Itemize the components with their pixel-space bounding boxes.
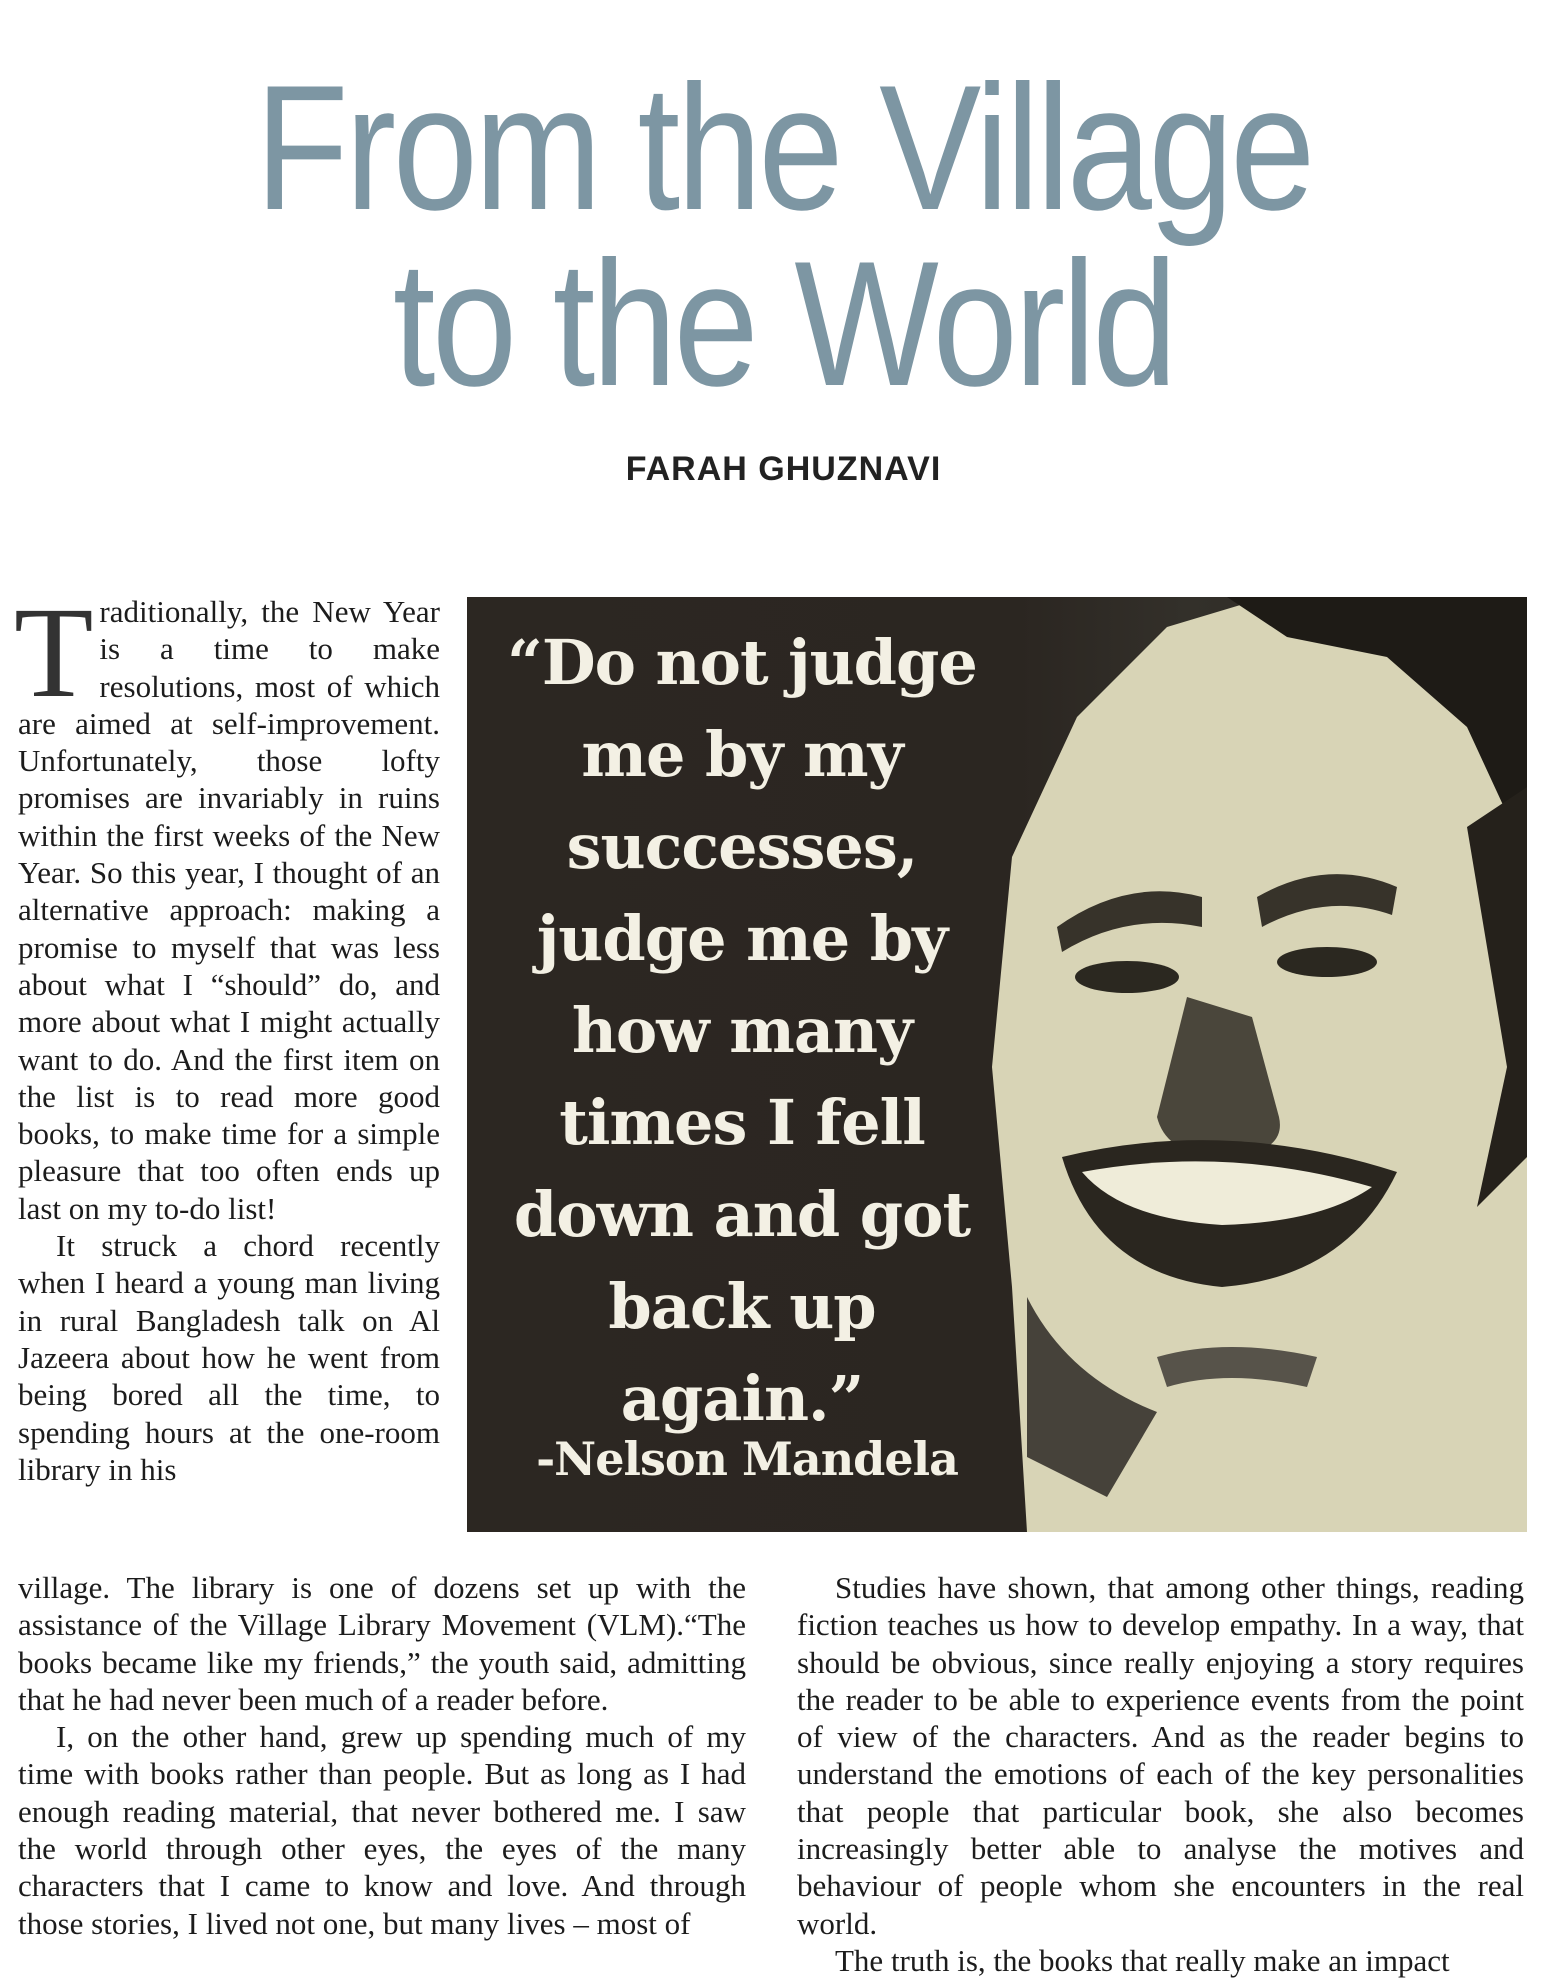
- paragraph-4: Studies have shown, that among other things, reading fiction teaches us how to develop empathy. In a way, that should be obvious, since really enjoying a story requires the reader to be able to experience events from the point of view of the characters. And as the reader begins to understand the emotions of each of the key personalities that people that particular book, she also becomes increasingly better able to analyse the motives and behaviour of people whom she encounters in the real world.: [797, 1570, 1524, 1941]
- paragraph-1: [14, 581, 440, 1227]
- paragraph-3: I, on the other hand, grew up spending much of my time with books rather than people. But as long as I had enough reading material, that never bothered me. I saw the world through other eyes, the eyes of the many characters that I came to know and love. And through those stories, I lived not one, but many lives – most of: [18, 1719, 746, 1941]
- body-column-left-bottom: [18, 1569, 746, 1942]
- quote-attribution: -Nelson Mandela: [536, 1432, 958, 1486]
- mandela-quote-image: [467, 597, 1527, 1532]
- paragraph-5: The truth is, the books that really make an impact: [835, 1942, 1450, 1978]
- headline-line-2: to the World: [392, 224, 1175, 423]
- drop-cap: T: [14, 581, 94, 725]
- byline: FARAH GHUZNAVI: [625, 450, 942, 488]
- paragraph-2-end: village. The library is one of dozens set up with the assistance of the Village Library Movement (VLM).“The books became like my friends,” the youth said, admitting that he had never been much of a reader before.: [18, 1570, 746, 1717]
- headline: [110, 48, 1458, 423]
- quote-text: “Do not judge me by my successes, judge me by how many times I fell down and got back up again.”: [507, 626, 977, 1435]
- headline-line-1: From the Village: [255, 48, 1312, 247]
- paragraph-2-start: It struck a chord recently when I heard a young man living in rural Bangladesh talk on Al Jazeera about how he went from being bored all the time, to spending hours at the one-room library in his: [18, 1228, 440, 1487]
- body-column-right: [797, 1569, 1524, 1979]
- paragraph-1-text: raditionally, the New Year is a time to make resolutions, most of which are aimed at self-improvement. Unfortunately, those lofty promises are invariably in ruins within the first weeks of the New Year. So this year, I thought of an alternative approach: making a promise to myself that was less about what I “should” do, and more about what I might actually want to do. And the first item on the list is to read more good books, to make time for a simple pleasure that too often ends up last on my to-do list!: [18, 594, 440, 1226]
- body-column-left-top: [14, 581, 440, 1488]
